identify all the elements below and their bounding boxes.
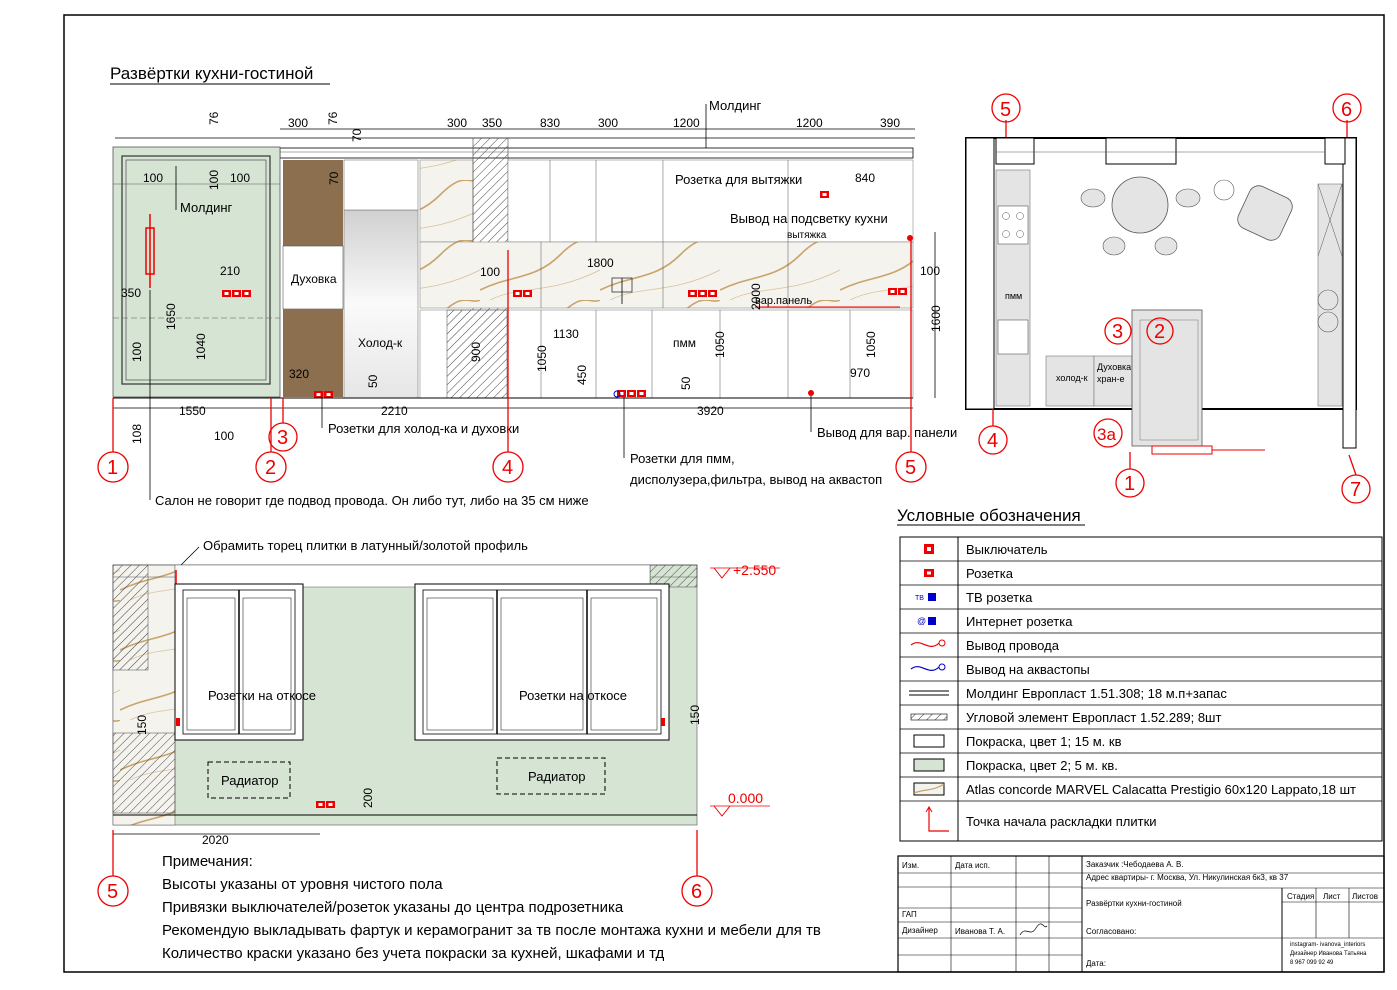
title-block: [898, 856, 1384, 972]
svg-text:6: 6: [691, 881, 703, 903]
dishwasher-label: пмм: [673, 336, 696, 350]
notes-title: Примечания:: [162, 853, 253, 870]
aquastop-outlet-icon: [911, 664, 945, 670]
sockets-reveal-right: Розетки на откосе: [519, 688, 628, 703]
svg-text:3: 3: [277, 427, 289, 449]
svg-text:ГАП: ГАП: [902, 910, 917, 919]
dim: 1130: [553, 327, 579, 341]
legend-label: ТВ розетка: [966, 590, 1033, 605]
hood-socket-label: Розетка для вытяжки: [675, 172, 803, 187]
svg-text:7: 7: [1350, 479, 1362, 501]
plan-dishwasher-label: пмм: [1005, 291, 1023, 301]
dim: 1600: [929, 305, 943, 332]
dim: 150: [688, 704, 702, 725]
svg-text:хран-е: хран-е: [1097, 374, 1125, 384]
dim: 108: [130, 423, 144, 444]
sockets-dw-label-1: Розетки для пмм,: [630, 451, 735, 466]
svg-text:Радиатор: Радиатор: [221, 773, 279, 788]
notes: [162, 853, 821, 962]
dim: 350: [482, 116, 503, 130]
var-panel-outlet-label: Вывод для вар. панели: [817, 425, 958, 440]
svg-text:Дизайнер Иванова Татьяна: Дизайнер Иванова Татьяна: [1290, 951, 1367, 957]
cabinet-lower: [283, 309, 343, 397]
dim: 840: [855, 171, 876, 185]
frame-note: Обрамить торец плитки в латунный/золотой профиль: [203, 538, 528, 553]
dim: 100: [143, 171, 164, 185]
level-top: +2.550: [733, 562, 777, 578]
svg-text:4: 4: [502, 457, 514, 479]
dim: 76: [207, 111, 221, 125]
fridge: [344, 210, 418, 398]
sockets-fridge-oven-label: Розетки для холод-ка и духовки: [328, 421, 520, 436]
legend-label: Atlas concorde MARVEL Calacatta Prestigio 60x120 Lappato,18 шт: [966, 782, 1356, 797]
level-zero: 0.000: [728, 790, 764, 806]
dim: 1550: [179, 404, 206, 418]
dim: 100: [480, 265, 501, 279]
dim: 1040: [194, 333, 208, 360]
svg-text:Развёртки кухни-гостиной: Развёртки кухни-гостиной: [1086, 899, 1182, 908]
svg-text:1: 1: [107, 457, 119, 479]
switch-icon: [924, 544, 934, 554]
svg-text:5: 5: [1000, 99, 1012, 121]
legend: [897, 506, 1382, 841]
dim: 300: [447, 116, 468, 130]
legend-label: Вывод на аквастопы: [966, 662, 1090, 677]
dim: 830: [540, 116, 561, 130]
dim: 1050: [713, 331, 727, 358]
note-item: Высоты указаны от уровня чистого пола: [162, 876, 443, 893]
wire-outlet-icon: [911, 640, 945, 646]
legend-label: Выключатель: [966, 542, 1048, 557]
dim: 100: [130, 341, 144, 362]
dim: 1650: [164, 303, 178, 330]
paint-2-icon: [914, 759, 944, 771]
svg-text:Дата исп.: Дата исп.: [955, 861, 990, 870]
legend-label: Молдинг Европласт 1.51.308; 18 м.п+запас: [966, 686, 1227, 701]
legend-label: Угловой элемент Европласт 1.52.289; 8шт: [966, 710, 1222, 725]
dim: 70: [327, 171, 341, 185]
dim: 100: [920, 264, 941, 278]
svg-text:3а: 3а: [1097, 425, 1116, 444]
dim: 390: [880, 116, 901, 130]
dim: 300: [288, 116, 309, 130]
dim: 100: [214, 429, 235, 443]
dim: 900: [469, 341, 483, 362]
dim: 3920: [697, 404, 724, 418]
dim: 1800: [587, 256, 614, 270]
elevation-kitchen: [98, 98, 957, 508]
svg-text:Иванова Т. А.: Иванова Т. А.: [955, 927, 1006, 936]
dim: 970: [850, 366, 871, 380]
legend-label: Интернет розетка: [966, 614, 1073, 629]
svg-text:8 967 099 92 49: 8 967 099 92 49: [1290, 960, 1334, 966]
svg-text:Дата:: Дата:: [1086, 959, 1106, 968]
dim: 300: [598, 116, 619, 130]
dim: 76: [326, 111, 340, 125]
svg-text:instagram- ivanova_interiors: instagram- ivanova_interiors: [1290, 942, 1366, 948]
socket-icon: [924, 569, 934, 577]
wire-outlet-icon: [808, 390, 814, 396]
floor-plan: [966, 94, 1370, 503]
corner-element-icon: [911, 714, 947, 720]
page-title: Развёртки кухни-гостиной: [110, 64, 314, 83]
svg-text:2: 2: [1154, 321, 1166, 343]
plan-oven-label: Духовка: [1097, 362, 1132, 372]
svg-text:Листов: Листов: [1352, 892, 1378, 901]
window-right: [415, 584, 669, 740]
svg-text:Лист: Лист: [1323, 892, 1341, 901]
svg-text:@: @: [917, 616, 927, 626]
var-panel-label: вар.панель: [755, 295, 813, 307]
dim: 320: [289, 367, 310, 381]
switch-icon: [222, 290, 251, 297]
dim: 450: [575, 364, 589, 385]
tile-icon: [914, 783, 944, 795]
svg-text:Адрес квартиры- г. Москва, Ул.: Адрес квартиры- г. Москва, Ул. Никулинская 6к3, кв 37: [1086, 873, 1289, 882]
sockets-dw-label-2: дисполузера,фильтра, вывод на аквастоп: [630, 472, 883, 487]
dim: 200: [361, 787, 375, 808]
dim: 1050: [864, 331, 878, 358]
signature: [1020, 924, 1047, 935]
dim: 1200: [796, 116, 823, 130]
svg-text:2: 2: [265, 457, 277, 479]
tile-start-icon: [926, 807, 949, 831]
plan-fridge-label: холод-к: [1056, 373, 1088, 383]
dim: 100: [230, 171, 251, 185]
legend-label: Розетка: [966, 566, 1013, 581]
dim: 150: [135, 714, 149, 735]
legend-label: Покраска, цвет 1; 15 м. кв: [966, 734, 1122, 749]
socket-icon: [820, 191, 829, 198]
dim: 50: [679, 376, 693, 390]
oven-label: Духовка: [291, 272, 337, 286]
internet-socket-icon: [917, 616, 936, 626]
molding-icon: [909, 691, 949, 695]
tv-socket-icon: [915, 593, 936, 602]
svg-text:5: 5: [905, 457, 917, 479]
svg-text:5: 5: [107, 881, 119, 903]
svg-text:3: 3: [1112, 321, 1124, 343]
note-item: Привязки выключателей/розеток указаны до центра подрозетника: [162, 899, 624, 916]
dim: 100: [207, 169, 221, 190]
cable-note: Салон не говорит где подвод провода. Он либо тут, либо на 35 см ниже: [155, 493, 589, 508]
dim: 1050: [535, 345, 549, 372]
svg-text:ТВ: ТВ: [915, 595, 924, 602]
dim: 350: [121, 286, 142, 300]
paint-1-icon: [914, 735, 944, 747]
legend-label: Точка начала раскладки плитки: [966, 814, 1157, 829]
elevation-window-wall: [98, 538, 780, 906]
legend-label: Покраска, цвет 2; 5 м. кв.: [966, 758, 1118, 773]
socket-icon: [688, 290, 717, 297]
svg-text:1: 1: [1124, 473, 1136, 495]
sockets-reveal-left: Розетки на откосе: [208, 688, 317, 703]
svg-text:Радиатор: Радиатор: [528, 769, 586, 784]
note-item: Количество краски указано без учета покраски за кухней, шкафами и тд: [162, 945, 665, 962]
socket-icon: [617, 390, 646, 397]
dim: 70: [350, 128, 364, 142]
dim: 1200: [673, 116, 700, 130]
svg-text:4: 4: [987, 430, 999, 452]
svg-text:Стадия: Стадия: [1287, 892, 1315, 901]
svg-text:Согласовано:: Согласовано:: [1086, 927, 1137, 936]
wire-outlet-icon: [907, 235, 913, 241]
legend-title: Условные обозначения: [897, 506, 1081, 525]
fridge-label: Холод-к: [358, 336, 403, 350]
svg-text:6: 6: [1341, 99, 1353, 121]
svg-text:Дизайнер: Дизайнер: [902, 926, 938, 935]
dim: 2000: [749, 283, 763, 310]
note-item: Рекомендую выкладывать фартук и керамогранит за тв после монтажа кухни и мебели для тв: [162, 922, 821, 939]
legend-label: Вывод провода: [966, 638, 1059, 653]
dim: 50: [366, 374, 380, 388]
molding-top-label: Молдинг: [709, 98, 762, 113]
dim: 2210: [381, 404, 408, 418]
svg-text:Изм.: Изм.: [902, 861, 920, 870]
light-outlet-label: Вывод на подсветку кухни: [730, 211, 888, 226]
svg-text:Заказчик :Чебодаева А. В.: Заказчик :Чебодаева А. В.: [1086, 860, 1184, 869]
molding-left-label: Молдинг: [180, 200, 233, 215]
dim: 2020: [202, 833, 229, 847]
legend-rows: [900, 542, 1382, 831]
dim: 210: [220, 264, 241, 278]
hood-label: вытяжка: [787, 230, 827, 241]
